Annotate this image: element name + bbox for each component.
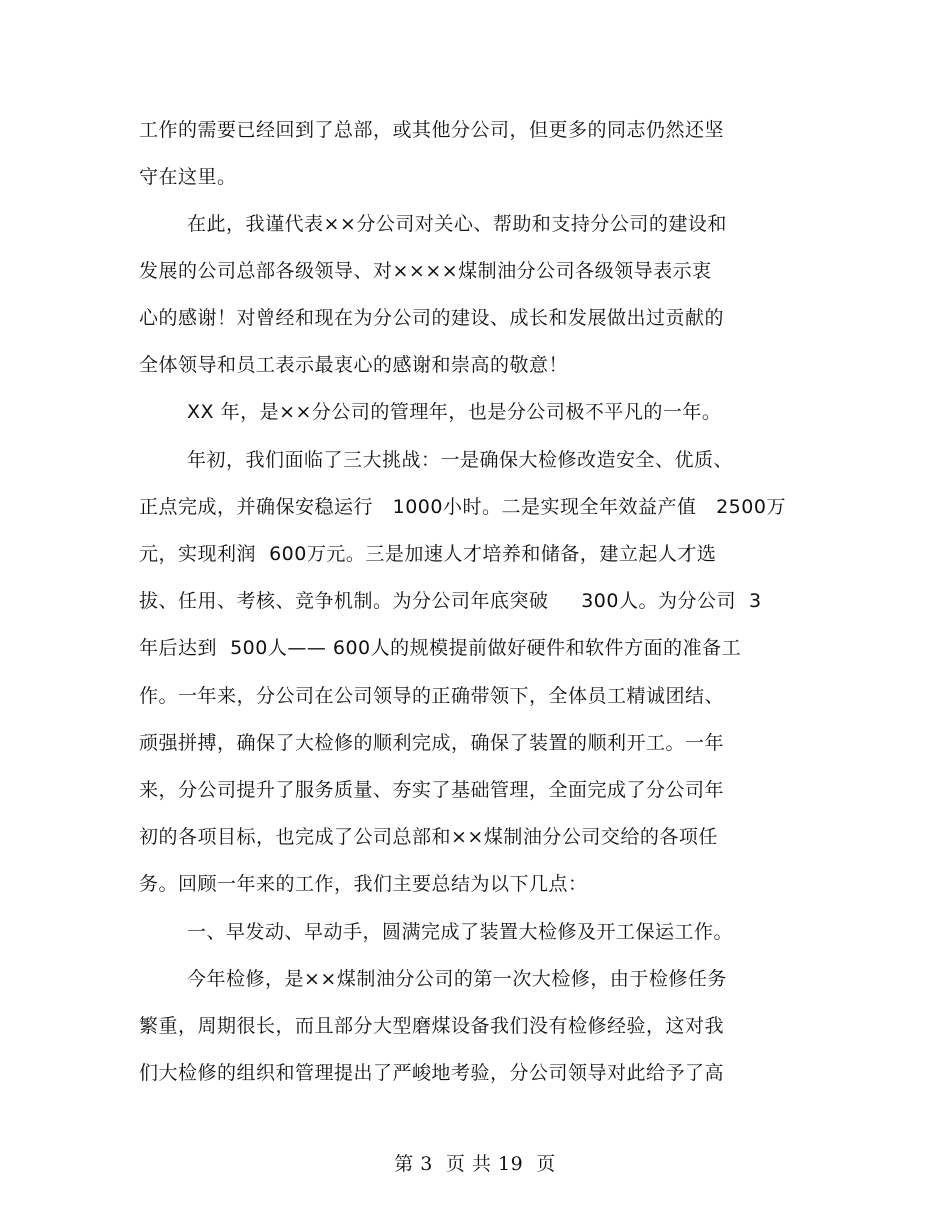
text-line: 守在这里。 — [139, 166, 237, 188]
text-line: 拔、任用、考核、竞争机制。为分公司年底突破 300人。为分公司 3 — [139, 590, 762, 612]
text-line: 工作的需要已经回到了总部，或其他分公司，但更多的同志仍然还坚 — [139, 119, 725, 141]
text-line: 顽强拼搏，确保了大检修的顺利完成，确保了装置的顺利开工。一年 — [139, 732, 725, 754]
text-line: 作。一年来，分公司在公司领导的正确带领下，全体员工精诚团结、 — [139, 685, 725, 707]
text-line: 来，分公司提升了服务质量、夯实了基础管理，全面完成了分公司年 — [139, 779, 725, 801]
text-line: 正点完成，并确保安稳运行 1000小时。二是实现全年效益产值 2500万 — [139, 496, 786, 518]
text-line: 元，实现利润 600万元。三是加速人才培养和储备，建立起人才选 — [139, 543, 717, 565]
text-line: 年后达到 500人—— 600人的规模提前做好硬件和软件方面的准备工 — [139, 637, 742, 659]
text-line: 一、早发动、早动手，圆满完成了装置大检修及开工保运工作。 — [187, 921, 734, 943]
text-line: 们大检修的组织和管理提出了严峻地考验，分公司领导对此给予了高 — [139, 1062, 725, 1084]
text-line: 在此，我谨代表××分公司对关心、帮助和支持分公司的建设和 — [187, 213, 727, 235]
text-line: 今年检修，是××煤制油分公司的第一次大检修，由于检修任务 — [187, 968, 727, 990]
text-line: 全体领导和员工表示最衷心的感谢和崇高的敬意！ — [139, 354, 569, 376]
text-line: 心的感谢！对曾经和现在为分公司的建设、成长和发展做出过贡献的 — [139, 307, 725, 329]
text-line: XX 年，是××分公司的管理年，也是分公司极不平凡的一年。 — [187, 401, 722, 423]
text-line: 年初，我们面临了三大挑战：一是确保大检修改造安全、优质、 — [187, 449, 734, 471]
text-line: 初的各项目标，也完成了公司总部和××煤制油分公司交给的各项任 — [139, 826, 718, 848]
page-number-footer: 第 3 页 共 19 页 — [394, 1153, 556, 1175]
text-line: 发展的公司总部各级领导、对××××煤制油分公司各级领导表示衷 — [139, 260, 712, 282]
text-line: 繁重，周期很长，而且部分大型磨煤设备我们没有检修经验，这对我 — [139, 1015, 725, 1037]
text-line: 务。回顾一年来的工作，我们主要总结为以下几点： — [139, 873, 588, 895]
